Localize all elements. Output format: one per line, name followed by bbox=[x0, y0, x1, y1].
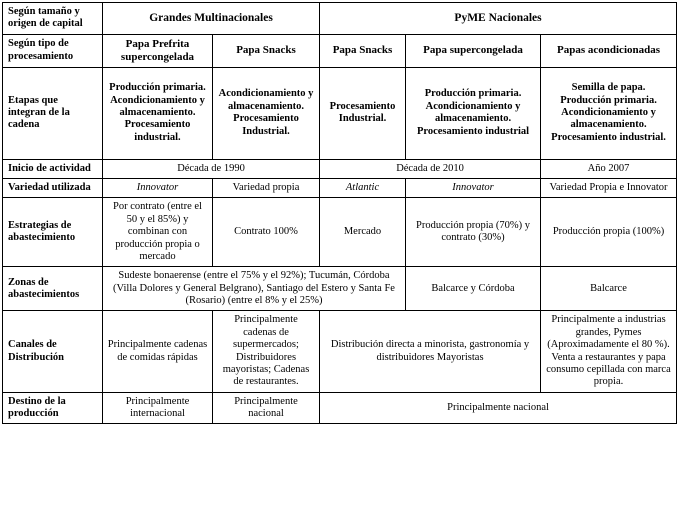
header-product-prefrita-multinacional: Papa Prefrita supercongelada bbox=[103, 34, 213, 67]
cell-canales-pyme-snacks-supercongelada: Distribución directa a minorista, gastronomía y distribuidores Mayoristas bbox=[320, 311, 541, 392]
table-header-row-products bbox=[3, 34, 677, 67]
table-row bbox=[3, 67, 677, 159]
table-row bbox=[3, 267, 677, 311]
cell-canales-snacks-multi: Principalmente cadenas de supermercados; Distribuidores mayoristas; Cadenas de restaurantes. bbox=[213, 311, 320, 392]
cell-zonas-supercongelada: Balcarce y Córdoba bbox=[406, 267, 541, 311]
cell-destino-prefrita: Principalmente internacional bbox=[103, 392, 213, 424]
header-product-snacks-pyme: Papa Snacks bbox=[320, 34, 406, 67]
table-row bbox=[3, 198, 677, 267]
cell-destino-snacks-multi: Principalmente nacional bbox=[213, 392, 320, 424]
value-chain-comparison-table bbox=[2, 2, 677, 424]
cell-variedad-prefrita: Innovator bbox=[103, 179, 213, 198]
header-group-pyme: PyME Nacionales bbox=[320, 3, 677, 35]
header-criteria-processing: Según tipo de procesamiento bbox=[3, 34, 103, 67]
cell-inicio-multinacionales: Década de 1990 bbox=[103, 159, 320, 178]
header-product-acondicionadas-pyme: Papas acondicionadas bbox=[541, 34, 677, 67]
cell-variedad-supercongelada: Innovator bbox=[406, 179, 541, 198]
header-product-snacks-multinacional: Papa Snacks bbox=[213, 34, 320, 67]
row-label-inicio: Inicio de actividad bbox=[3, 159, 103, 178]
table-row bbox=[3, 311, 677, 392]
row-label-destino: Destino de la producción bbox=[3, 392, 103, 424]
cell-estrategias-snacks-pyme: Mercado bbox=[320, 198, 406, 267]
cell-etapas-snacks-pyme: Procesamiento Industrial. bbox=[320, 67, 406, 159]
cell-zonas-multinacionales-snacks: Sudeste bonaerense (entre el 75% y el 92%); Tucumán, Córdoba (Villa Dolores y General Belgrano), Santiago del Estero y Santa Fe (Rosario) (entre el 8% y el 25%) bbox=[103, 267, 406, 311]
cell-etapas-prefrita: Producción primaria. Acondicionamiento y almacenamiento. Procesamiento industrial. bbox=[103, 67, 213, 159]
cell-canales-prefrita: Principalmente cadenas de comidas rápidas bbox=[103, 311, 213, 392]
table-row bbox=[3, 159, 677, 178]
cell-estrategias-snacks-multi: Contrato 100% bbox=[213, 198, 320, 267]
row-label-variedad: Variedad utilizada bbox=[3, 179, 103, 198]
cell-canales-acondicionadas: Principalmente a industrias grandes, Pymes (Aproximadamente el 80 %). Venta a restaurantes y papa consumo cepillada con marca propia. bbox=[541, 311, 677, 392]
table-row bbox=[3, 392, 677, 424]
row-label-canales: Canales de Distribución bbox=[3, 311, 103, 392]
cell-estrategias-prefrita: Por contrato (entre el 50 y el 85%) y combinan con producción propia o mercado bbox=[103, 198, 213, 267]
cell-estrategias-supercongelada: Producción propia (70%) y contrato (30%) bbox=[406, 198, 541, 267]
row-label-zonas: Zonas de abastecimientos bbox=[3, 267, 103, 311]
header-product-supercongelada-pyme: Papa supercongelada bbox=[406, 34, 541, 67]
header-group-multinacionales: Grandes Multinacionales bbox=[103, 3, 320, 35]
cell-variedad-snacks-multi: Variedad propia bbox=[213, 179, 320, 198]
header-criteria-origin: Según tamaño y origen de capital bbox=[3, 3, 103, 35]
table-header-row-groups bbox=[3, 3, 677, 35]
cell-zonas-acondicionadas: Balcarce bbox=[541, 267, 677, 311]
cell-etapas-snacks-multi: Acondicionamiento y almacenamiento. Procesamiento Industrial. bbox=[213, 67, 320, 159]
cell-etapas-supercongelada: Producción primaria. Acondicionamiento y almacenamiento. Procesamiento industrial bbox=[406, 67, 541, 159]
cell-variedad-snacks-pyme: Atlantic bbox=[320, 179, 406, 198]
cell-inicio-pyme-snacks-supercongelada: Década de 2010 bbox=[320, 159, 541, 178]
cell-variedad-acondicionadas: Variedad Propia e Innovator bbox=[541, 179, 677, 198]
cell-inicio-acondicionadas: Año 2007 bbox=[541, 159, 677, 178]
row-label-etapas: Etapas que integran de la cadena bbox=[3, 67, 103, 159]
cell-estrategias-acondicionadas: Producción propia (100%) bbox=[541, 198, 677, 267]
cell-etapas-acondicionadas: Semilla de papa. Producción primaria. Acondicionamiento y almacenamiento. Procesamiento industrial. bbox=[541, 67, 677, 159]
row-label-estrategias: Estrategias de abastecimiento bbox=[3, 198, 103, 267]
table-row bbox=[3, 179, 677, 198]
cell-destino-pyme: Principalmente nacional bbox=[320, 392, 677, 424]
